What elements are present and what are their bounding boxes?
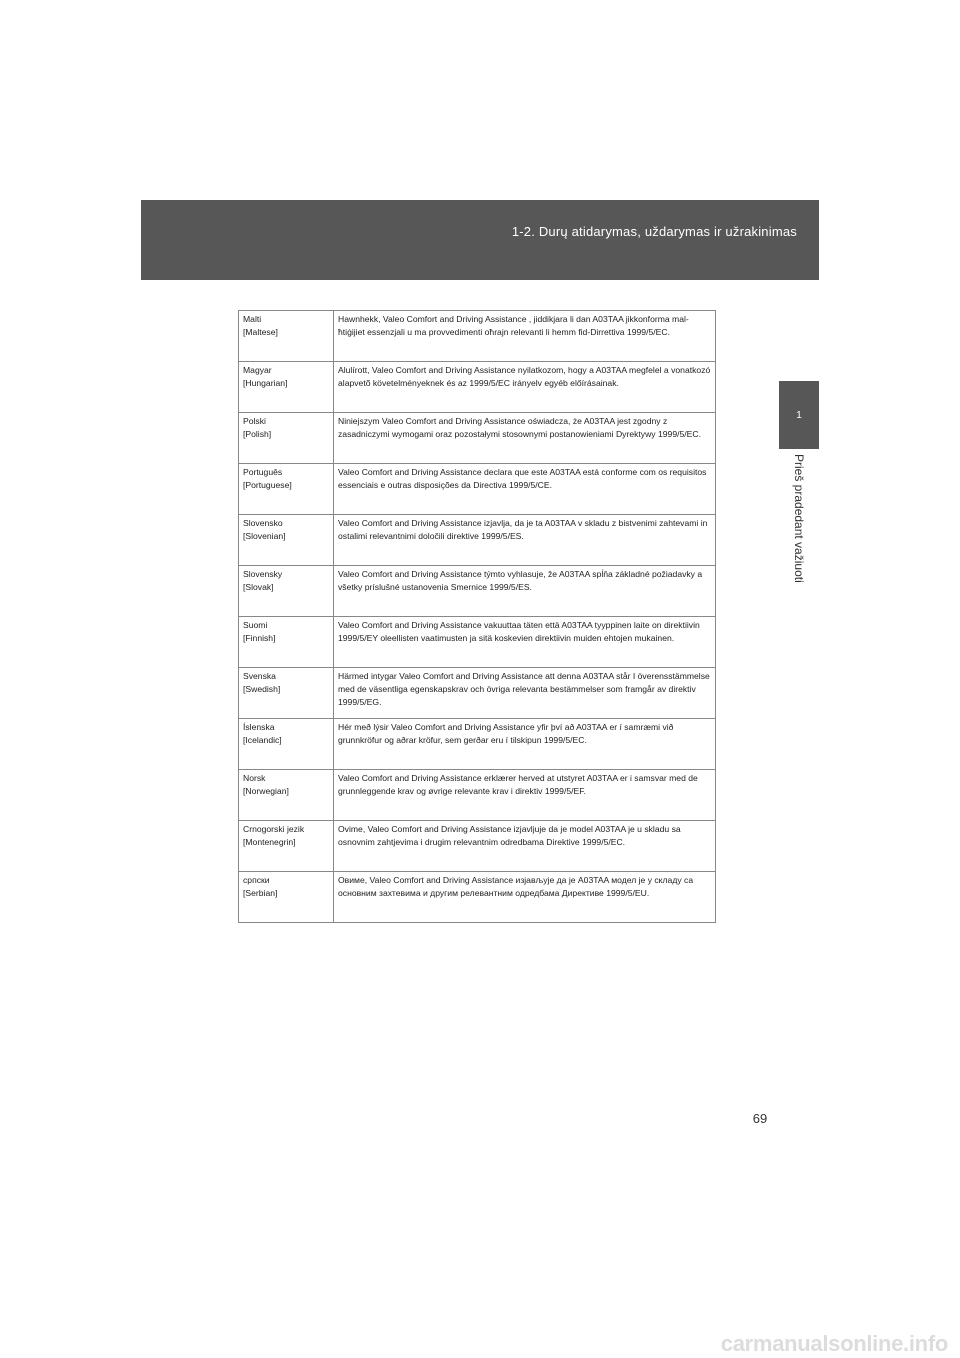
language-english-name: [Polish] xyxy=(243,429,272,439)
language-cell xyxy=(239,566,334,617)
declaration-row xyxy=(239,566,716,617)
language-cell xyxy=(239,515,334,566)
language-english-name: [Finnish] xyxy=(243,633,276,643)
language-name: Íslenska xyxy=(243,722,275,732)
language-cell xyxy=(239,668,334,719)
declaration-text: Alulírott, Valeo Comfort and Driving Assistance nyilatkozom, hogy a A03TAA megfelel a vonatkozó alapvetõ követelményeknek és az 1999/5/EC irányelv egyéb előírásainak. xyxy=(334,362,716,413)
language-english-name: [Montenegrin] xyxy=(243,837,296,847)
declaration-text: Valeo Comfort and Driving Assistance izjavlja, da je ta A03TAA v skladu z bistvenimi zahtevami in ostalimi relevantnimi določili direktive 1999/5/ES. xyxy=(334,515,716,566)
language-english-name: [Hungarian] xyxy=(243,378,288,388)
language-cell xyxy=(239,821,334,872)
chapter-label xyxy=(779,454,819,624)
language-english-name: [Portuguese] xyxy=(243,480,292,490)
watermark-text: carmanualsonline.info xyxy=(720,1331,948,1356)
declaration-text: Овиме, Valeo Comfort and Driving Assistance изјављује да је A03TAA модел је у складу са основним захтевима и другим релевантним одредбама Директиве 1999/5/EU. xyxy=(334,872,716,923)
language-english-name: [Slovak] xyxy=(243,582,274,592)
declaration-text: Niniejszym Valeo Comfort and Driving Assistance oświadcza, że A03TAA jest zgodny z zasadniczymi wymogami oraz pozostałymi stosownymi postanowieniami Dyrektywy 1999/5/EC. xyxy=(334,413,716,464)
declaration-row xyxy=(239,413,716,464)
language-cell xyxy=(239,617,334,668)
language-english-name: [Swedish] xyxy=(243,684,281,694)
declaration-row xyxy=(239,872,716,923)
language-name: Magyar xyxy=(243,365,272,375)
declaration-text: Valeo Comfort and Driving Assistance erklærer herved at utstyret A03TAA er i samsvar med de grunnleggende krav og øvrige relevante krav i direktiv 1999/5/EF. xyxy=(334,770,716,821)
declaration-row xyxy=(239,362,716,413)
declaration-text: Valeo Comfort and Driving Assistance týmto vyhlasuje, že A03TAA spĺňa základné požiadavky a všetky príslušné ustanovenia Smernice 1999/5/ES. xyxy=(334,566,716,617)
declaration-row xyxy=(239,311,716,362)
language-name: Malti xyxy=(243,314,262,324)
language-cell xyxy=(239,311,334,362)
language-english-name: [Serbian] xyxy=(243,888,278,898)
declaration-row xyxy=(239,719,716,770)
language-cell xyxy=(239,719,334,770)
language-name: Suomi xyxy=(243,620,268,630)
declaration-text: Valeo Comfort and Driving Assistance declara que este A03TAA está conforme com os requisitos essenciais e outras disposições da Directiva 1999/5/CE. xyxy=(334,464,716,515)
language-cell xyxy=(239,770,334,821)
chapter-label-text: Prieš pradedant važiuoti xyxy=(792,454,806,583)
language-cell xyxy=(239,872,334,923)
language-english-name: [Maltese] xyxy=(243,327,278,337)
language-cell xyxy=(239,413,334,464)
language-name: Slovensko xyxy=(243,518,283,528)
chapter-number-tab: 1 xyxy=(779,381,819,449)
language-english-name: [Slovenian] xyxy=(243,531,286,541)
declaration-text: Ovime, Valeo Comfort and Driving Assistance izjavljuje da je model A03TAA je u skladu sa osnovnim zahtjevima i drugim relevantnim odredbama Direktive 1999/5/EC. xyxy=(334,821,716,872)
declaration-row xyxy=(239,515,716,566)
header-band xyxy=(141,200,819,280)
language-english-name: [Icelandic] xyxy=(243,735,282,745)
section-title: 1-2. Durų atidarymas, uždarymas ir užrakinimas xyxy=(511,224,797,239)
language-name: Crnogorski jezik xyxy=(243,824,305,834)
declaration-row xyxy=(239,464,716,515)
language-cell xyxy=(239,362,334,413)
declaration-row xyxy=(239,821,716,872)
page-number: 69 xyxy=(752,1111,768,1126)
language-name: Slovensky xyxy=(243,569,283,579)
declaration-table xyxy=(238,310,716,923)
declaration-row xyxy=(239,617,716,668)
declaration-text: Hawnhekk, Valeo Comfort and Driving Assistance , jiddikjara li dan A03TAA jikkonforma mal-ħtiġijiet essenzjali u ma provvedimenti oħrajn relevanti li hemm fid-Dirrettiva 1999/5/EC. xyxy=(334,311,716,362)
declaration-row xyxy=(239,668,716,719)
declaration-row xyxy=(239,770,716,821)
language-name: Polski xyxy=(243,416,266,426)
language-english-name: [Norwegian] xyxy=(243,786,289,796)
declaration-text: Hér með lýsir Valeo Comfort and Driving Assistance yfir því að A03TAA er í samræmi við grunnkröfur og aðrar kröfur, sem gerðar eru í tilskipun 1999/5/EC. xyxy=(334,719,716,770)
declaration-text: Härmed intygar Valeo Comfort and Driving Assistance att denna A03TAA står I överensstämmelse med de väsentliga egenskapskrav och övriga relevanta bestämmelser som framgår av direktiv 1999/5/EG. xyxy=(334,668,716,719)
language-name: Svenska xyxy=(243,671,276,681)
language-name: Português xyxy=(243,467,283,477)
declaration-table-body xyxy=(239,311,716,923)
declaration-text: Valeo Comfort and Driving Assistance vakuuttaa täten että A03TAA tyyppinen laite on direktiivin 1999/5/EY oleellisten vaatimusten ja sitä koskevien direktiivin muiden ehtojen mukainen. xyxy=(334,617,716,668)
language-name: Norsk xyxy=(243,773,266,783)
language-name: српски xyxy=(243,875,270,885)
language-cell xyxy=(239,464,334,515)
